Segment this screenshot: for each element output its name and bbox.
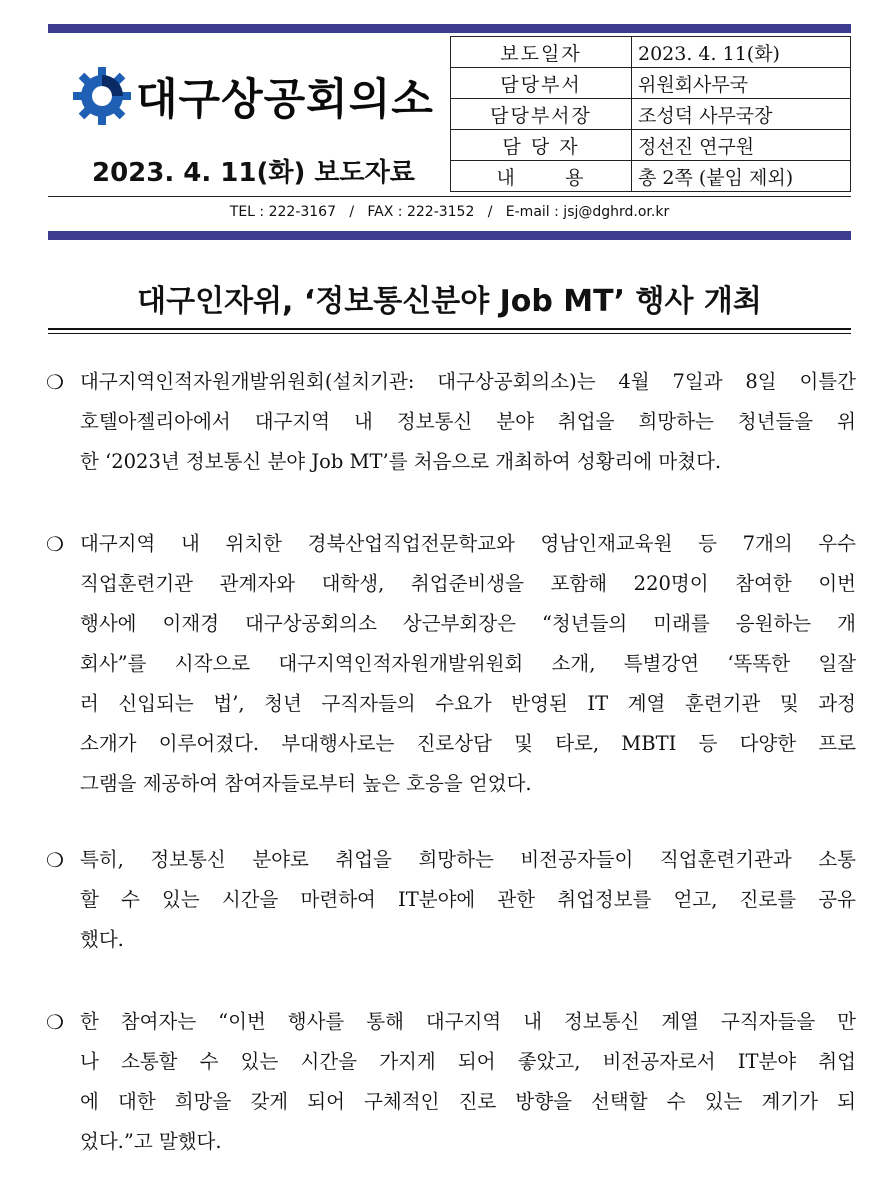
header-divider <box>48 196 851 197</box>
header-top-bar <box>48 24 851 33</box>
paragraph-line: 그램을 제공하여 참여자들로부터 높은 호응을 얻었다. <box>80 772 532 795</box>
org-name: 대구상공회의소 <box>136 75 434 125</box>
info-value: 총 2쪽 (붙임 제외) <box>632 161 851 192</box>
paragraph-line: 회사”를 시작으로 대구지역인적자원개발위원회 소개, 특별강연 ‘똑똑한 일잘 <box>80 652 856 675</box>
paragraph-line: 나 소통할 수 있는 시간을 가지게 되어 좋았고, 비전공자로서 IT분야 취업 <box>80 1050 856 1073</box>
info-key: 담당부서장 <box>451 99 632 130</box>
info-value: 조성덕 사무국장 <box>632 99 851 130</box>
info-value: 위원회사무국 <box>632 68 851 99</box>
paragraph-line: 행사에 이재경 대구상공회의소 상근부회장은 “청년들의 미래를 응원하는 개 <box>80 612 856 635</box>
bullet-icon: ❍ <box>46 1010 64 1034</box>
table-row <box>451 161 851 192</box>
paragraph-line: 할 수 있는 시간을 마련하여 IT분야에 관한 취업정보를 얻고, 진로를 공유 <box>80 888 856 911</box>
info-value: 2023. 4. 11(화) <box>632 37 851 68</box>
press-header <box>48 36 851 196</box>
info-table <box>450 36 851 192</box>
chamber-logo <box>70 64 434 128</box>
bullet-icon: ❍ <box>46 532 64 556</box>
table-row <box>451 37 851 68</box>
paragraph-line: 특히, 정보통신 분야로 취업을 희망하는 비전공자들이 직업훈련기관과 소통 <box>80 848 856 871</box>
info-value: 정선진 연구원 <box>632 130 851 161</box>
paragraph-line: 에 대한 희망을 갖게 되어 구체적인 진로 방향을 선택할 수 있는 계기가 되 <box>80 1090 856 1113</box>
table-row <box>451 68 851 99</box>
paragraph <box>46 362 856 482</box>
paragraph-line: 소개가 이루어졌다. 부대행사로는 진로상담 및 타로, MBTI 등 다양한 프로 <box>80 732 856 755</box>
info-key: 담당부서 <box>451 68 632 99</box>
bullet-icon: ❍ <box>46 370 64 394</box>
paragraph-line: 대구지역인적자원개발위원회(설치기관: 대구상공회의소)는 4월 7일과 8일 이틀간 <box>80 370 856 393</box>
paragraph-line: 었다.”고 말했다. <box>80 1130 222 1153</box>
paragraph <box>46 1002 856 1162</box>
headline-rule-thin <box>48 333 851 334</box>
press-release-date: 2023. 4. 11(화) 보도자료 <box>92 158 415 188</box>
info-key: 보도일자 <box>451 37 632 68</box>
paragraph-line: 직업훈련기관 관계자와 대학생, 취업준비생을 포함해 220명이 참여한 이번 <box>80 572 856 595</box>
paragraph-line: 한 참여자는 “이번 행사를 통해 대구지역 내 정보통신 계열 구직자들을 만 <box>80 1010 856 1033</box>
contact-info: TEL : 222-3167 / FAX : 222-3152 / E-mail : jsj@dghrd.or.kr <box>229 204 670 220</box>
paragraph-line: 러 신입되는 법’, 청년 구직자들의 수요가 반영된 IT 계열 훈련기관 및 과정 <box>80 692 856 715</box>
info-key: 내 용 <box>451 161 632 192</box>
header-bottom-bar <box>48 231 851 240</box>
gear-icon <box>70 64 134 128</box>
paragraph-line: 대구지역 내 위치한 경북산업직업전문학교와 영남인재교육원 등 7개의 우수 <box>80 532 856 555</box>
paragraph <box>46 840 856 960</box>
info-key: 담 당 자 <box>451 130 632 161</box>
headline: 대구인자위, ‘정보통신분야 Job MT’ 행사 개최 <box>137 284 762 319</box>
paragraph-line: 한 ‘2023년 정보통신 분야 Job MT’를 처음으로 개최하여 성황리에 마쳤다. <box>80 450 722 473</box>
paragraph-line: 했다. <box>80 928 124 951</box>
table-row <box>451 130 851 161</box>
paragraph <box>46 524 856 804</box>
headline-rule <box>48 328 851 330</box>
bullet-icon: ❍ <box>46 848 64 872</box>
table-row <box>451 99 851 130</box>
paragraph-line: 호텔아젤리아에서 대구지역 내 정보통신 분야 취업을 희망하는 청년들을 위 <box>80 410 856 433</box>
